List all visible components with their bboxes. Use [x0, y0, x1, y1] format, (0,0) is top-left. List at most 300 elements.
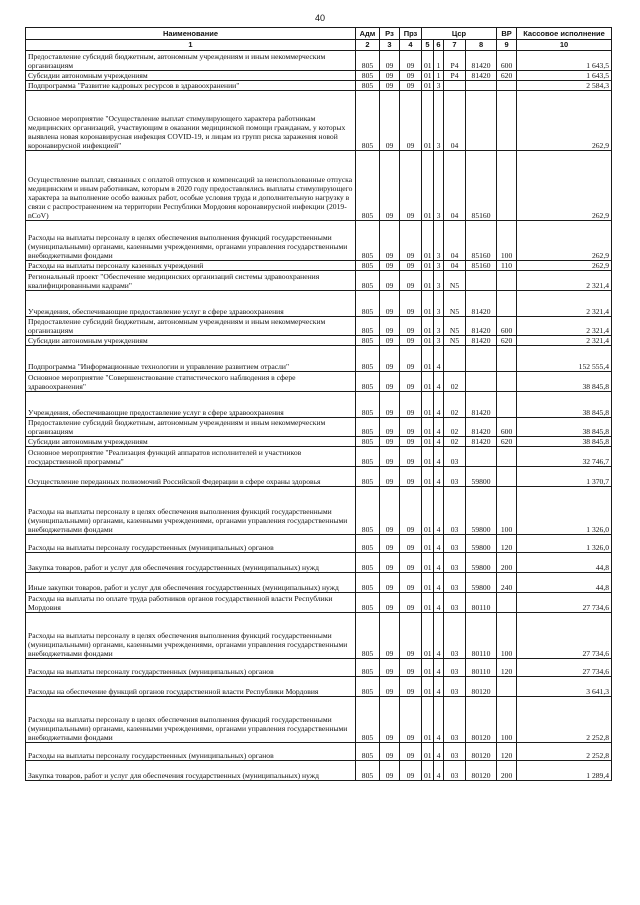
column-number: 10	[517, 40, 612, 51]
row-amount: 2 321,4	[517, 291, 612, 317]
row-csr-event: 03	[444, 593, 466, 613]
row-csr-event: 04	[444, 91, 466, 151]
row-csr-event: N5	[444, 317, 466, 336]
row-csr-direction: 59800	[466, 553, 497, 573]
row-csr-subprogram: 4	[434, 418, 444, 437]
row-csr-program: 01	[422, 71, 434, 81]
row-adm: 805	[356, 487, 380, 535]
row-rz: 09	[380, 418, 400, 437]
row-csr-direction: 80120	[466, 743, 497, 761]
row-adm: 805	[356, 697, 380, 743]
row-adm: 805	[356, 392, 380, 418]
table-row	[26, 291, 612, 317]
row-vr: 120	[497, 743, 517, 761]
row-amount: 2 252,8	[517, 697, 612, 743]
row-csr-direction	[466, 81, 497, 91]
row-vr	[497, 151, 517, 221]
row-prz: 09	[400, 91, 422, 151]
row-adm: 805	[356, 271, 380, 291]
row-vr: 110	[497, 261, 517, 271]
row-vr	[497, 392, 517, 418]
row-prz: 09	[400, 418, 422, 437]
table-row	[26, 437, 612, 447]
row-csr-direction	[466, 447, 497, 467]
row-name: Расходы на выплаты персоналу государственных (муниципальных) органов	[26, 535, 356, 553]
row-prz: 09	[400, 261, 422, 271]
row-vr	[497, 447, 517, 467]
row-prz: 09	[400, 51, 422, 71]
row-csr-subprogram: 1	[434, 51, 444, 71]
row-name: Расходы на выплаты персоналу в целях обеспечения выполнения функций государственными (муниципальными) органами, казенными учреждениями, органами управления государственными внебюджетными фондами	[26, 487, 356, 535]
table-row	[26, 51, 612, 71]
row-prz: 09	[400, 743, 422, 761]
table-row	[26, 573, 612, 593]
row-csr-direction: 81420	[466, 418, 497, 437]
row-rz: 09	[380, 346, 400, 372]
row-csr-direction: 80120	[466, 697, 497, 743]
row-rz: 09	[380, 81, 400, 91]
column-number: 2	[356, 40, 380, 51]
row-prz: 09	[400, 437, 422, 447]
row-vr	[497, 346, 517, 372]
row-prz: 09	[400, 677, 422, 697]
row-name: Подпрограмма "Информационные технологии и управление развитием отрасли"	[26, 346, 356, 372]
row-name: Закупка товаров, работ и услуг для обеспечения государственных (муниципальных) нужд	[26, 553, 356, 573]
row-prz: 09	[400, 317, 422, 336]
table-row	[26, 697, 612, 743]
row-vr	[497, 271, 517, 291]
column-number: 5	[422, 40, 434, 51]
header-name: Наименование	[26, 28, 356, 40]
row-csr-program: 01	[422, 697, 434, 743]
row-csr-event: 04	[444, 221, 466, 261]
row-name: Осуществление выплат, связанных с оплатой отпусков и компенсаций за неиспользованные отпуска медицинским и иным работникам, которым в 2020 году предоставлялись выплаты стимулирующего характера за выполнение особо важных работ, особые условия труда и дополнительную нагрузку в связи с распространением на территории Республики Мордовия коронавирусной инфекции (2019-nCoV)	[26, 151, 356, 221]
row-rz: 09	[380, 535, 400, 553]
table-row	[26, 467, 612, 487]
row-vr	[497, 372, 517, 392]
table-row	[26, 317, 612, 336]
row-adm: 805	[356, 418, 380, 437]
row-prz: 09	[400, 271, 422, 291]
row-csr-direction	[466, 91, 497, 151]
row-name: Предоставление субсидий бюджетным, автономным учреждениям и иным некоммерческим организациям	[26, 51, 356, 71]
row-amount: 27 734,6	[517, 593, 612, 613]
row-vr: 100	[497, 697, 517, 743]
row-name: Региональный проект "Обеспечение медицинских организаций системы здравоохранения квалифицированными кадрами"	[26, 271, 356, 291]
row-prz: 09	[400, 487, 422, 535]
row-csr-direction: 85160	[466, 151, 497, 221]
row-adm: 805	[356, 677, 380, 697]
row-rz: 09	[380, 151, 400, 221]
header-rz: Рз	[380, 28, 400, 40]
row-amount: 1 370,7	[517, 467, 612, 487]
row-csr-program: 01	[422, 346, 434, 372]
row-name: Подпрограмма "Развитие кадровых ресурсов в здравоохранении"	[26, 81, 356, 91]
row-rz: 09	[380, 593, 400, 613]
row-amount: 1 289,4	[517, 761, 612, 781]
row-name: Расходы на выплаты персоналу государственных (муниципальных) органов	[26, 659, 356, 677]
row-csr-program: 01	[422, 487, 434, 535]
row-vr: 620	[497, 336, 517, 346]
row-csr-direction: 81420	[466, 71, 497, 81]
row-adm: 805	[356, 743, 380, 761]
table-row	[26, 372, 612, 392]
row-adm: 805	[356, 346, 380, 372]
row-csr-program: 01	[422, 372, 434, 392]
row-csr-program: 01	[422, 535, 434, 553]
table-row	[26, 81, 612, 91]
row-csr-direction	[466, 372, 497, 392]
row-csr-program: 01	[422, 613, 434, 659]
row-prz: 09	[400, 372, 422, 392]
row-name: Субсидии автономным учреждениям	[26, 71, 356, 81]
row-csr-program: 01	[422, 573, 434, 593]
row-prz: 09	[400, 151, 422, 221]
row-csr-subprogram: 4	[434, 535, 444, 553]
row-name: Субсидии автономным учреждениям	[26, 336, 356, 346]
row-csr-subprogram: 4	[434, 447, 444, 467]
row-prz: 09	[400, 346, 422, 372]
table-row	[26, 613, 612, 659]
row-csr-program: 01	[422, 437, 434, 447]
row-vr	[497, 91, 517, 151]
row-rz: 09	[380, 336, 400, 346]
row-amount: 2 584,3	[517, 81, 612, 91]
column-number-row	[26, 40, 612, 51]
row-csr-subprogram: 4	[434, 392, 444, 418]
row-csr-subprogram: 4	[434, 743, 444, 761]
row-csr-program: 01	[422, 291, 434, 317]
row-prz: 09	[400, 336, 422, 346]
column-number: 4	[400, 40, 422, 51]
row-csr-program: 01	[422, 336, 434, 346]
row-csr-event: 03	[444, 573, 466, 593]
row-csr-event: Р4	[444, 71, 466, 81]
row-amount: 262,9	[517, 261, 612, 271]
row-adm: 805	[356, 573, 380, 593]
row-adm: 805	[356, 151, 380, 221]
row-csr-subprogram: 3	[434, 221, 444, 261]
row-amount: 1 643,5	[517, 71, 612, 81]
row-amount: 3 641,3	[517, 677, 612, 697]
row-prz: 09	[400, 221, 422, 261]
row-adm: 805	[356, 467, 380, 487]
row-csr-subprogram: 4	[434, 372, 444, 392]
row-csr-subprogram: 4	[434, 437, 444, 447]
row-amount: 38 845,8	[517, 418, 612, 437]
table-row	[26, 553, 612, 573]
row-adm: 805	[356, 613, 380, 659]
row-csr-direction: 80120	[466, 677, 497, 697]
row-csr-direction: 59800	[466, 467, 497, 487]
row-name: Предоставление субсидий бюджетным, автономным учреждениям и иным некоммерческим организациям	[26, 418, 356, 437]
header-amount: Кассовое исполнение	[517, 28, 612, 40]
row-csr-event: 03	[444, 677, 466, 697]
row-prz: 09	[400, 573, 422, 593]
row-rz: 09	[380, 71, 400, 81]
row-adm: 805	[356, 553, 380, 573]
row-csr-event: 03	[444, 697, 466, 743]
table-row	[26, 392, 612, 418]
row-csr-direction: 81420	[466, 336, 497, 346]
row-csr-event: N5	[444, 291, 466, 317]
row-csr-subprogram: 3	[434, 151, 444, 221]
table-row	[26, 418, 612, 437]
row-csr-program: 01	[422, 51, 434, 71]
header-row	[26, 28, 612, 40]
row-vr: 240	[497, 573, 517, 593]
row-csr-direction: 80110	[466, 593, 497, 613]
row-adm: 805	[356, 91, 380, 151]
row-csr-program: 01	[422, 593, 434, 613]
row-csr-direction: 80120	[466, 761, 497, 781]
row-csr-event: N5	[444, 336, 466, 346]
row-prz: 09	[400, 81, 422, 91]
row-csr-subprogram: 4	[434, 761, 444, 781]
row-csr-subprogram: 4	[434, 346, 444, 372]
row-vr: 620	[497, 71, 517, 81]
row-csr-subprogram: 3	[434, 291, 444, 317]
row-name: Субсидии автономным учреждениям	[26, 437, 356, 447]
row-prz: 09	[400, 392, 422, 418]
row-name: Основное мероприятие "Реализация функций аппаратов исполнителей и участников государственной программы"	[26, 447, 356, 467]
row-csr-event: 02	[444, 418, 466, 437]
row-csr-event	[444, 81, 466, 91]
row-name: Расходы на обеспечение функций органов государственной власти Республики Мордовия	[26, 677, 356, 697]
row-csr-subprogram: 3	[434, 261, 444, 271]
row-prz: 09	[400, 467, 422, 487]
row-rz: 09	[380, 573, 400, 593]
row-amount: 27 734,6	[517, 659, 612, 677]
row-vr: 200	[497, 553, 517, 573]
row-amount: 152 555,4	[517, 346, 612, 372]
row-csr-event: 03	[444, 553, 466, 573]
row-adm: 805	[356, 81, 380, 91]
row-csr-event: 04	[444, 151, 466, 221]
column-number: 6	[434, 40, 444, 51]
row-csr-program: 01	[422, 91, 434, 151]
header-adm: Адм	[356, 28, 380, 40]
table-row	[26, 151, 612, 221]
row-amount: 27 734,6	[517, 613, 612, 659]
row-csr-event: 02	[444, 372, 466, 392]
row-rz: 09	[380, 467, 400, 487]
row-csr-event: 03	[444, 743, 466, 761]
row-rz: 09	[380, 761, 400, 781]
row-rz: 09	[380, 221, 400, 261]
row-rz: 09	[380, 613, 400, 659]
row-csr-subprogram: 3	[434, 81, 444, 91]
row-amount: 262,9	[517, 221, 612, 261]
table-row	[26, 593, 612, 613]
row-csr-subprogram: 4	[434, 677, 444, 697]
row-prz: 09	[400, 291, 422, 317]
row-csr-event: 03	[444, 467, 466, 487]
row-rz: 09	[380, 677, 400, 697]
header-vr: ВР	[497, 28, 517, 40]
row-adm: 805	[356, 261, 380, 271]
row-rz: 09	[380, 261, 400, 271]
row-csr-event: 04	[444, 261, 466, 271]
row-adm: 805	[356, 51, 380, 71]
table-row	[26, 271, 612, 291]
row-name: Расходы на выплаты персоналу в целях обеспечения выполнения функций государственными (муниципальными) органами, казенными учреждениями, органами управления государственными внебюджетными фондами	[26, 697, 356, 743]
row-rz: 09	[380, 91, 400, 151]
row-adm: 805	[356, 372, 380, 392]
row-csr-subprogram: 4	[434, 553, 444, 573]
row-csr-subprogram: 3	[434, 271, 444, 291]
row-name: Основное мероприятие "Осуществление выплат стимулирующего характера работникам медицинских организаций, участвующим в оказании медицинской помощи гражданам, у которых выявлена новая коронавирусная инфекция COVID-19, и лицам из групп риска заражения новой коронавирусной инфекцией"	[26, 91, 356, 151]
row-csr-event: 02	[444, 392, 466, 418]
row-csr-direction	[466, 346, 497, 372]
row-vr: 600	[497, 418, 517, 437]
row-amount: 1 326,0	[517, 535, 612, 553]
row-csr-direction: 81420	[466, 437, 497, 447]
row-prz: 09	[400, 659, 422, 677]
row-rz: 09	[380, 487, 400, 535]
table-row	[26, 91, 612, 151]
row-name: Учреждения, обеспечивающие предоставление услуг в сфере здравоохранения	[26, 392, 356, 418]
row-vr: 200	[497, 761, 517, 781]
row-amount: 44,8	[517, 573, 612, 593]
row-csr-subprogram: 4	[434, 487, 444, 535]
budget-table	[25, 27, 612, 781]
row-csr-event	[444, 346, 466, 372]
row-amount: 1 326,0	[517, 487, 612, 535]
row-vr	[497, 81, 517, 91]
row-csr-subprogram: 4	[434, 613, 444, 659]
row-csr-program: 01	[422, 261, 434, 271]
row-adm: 805	[356, 437, 380, 447]
row-csr-program: 01	[422, 659, 434, 677]
row-amount: 2 321,4	[517, 336, 612, 346]
row-vr: 600	[497, 51, 517, 71]
row-csr-event: 03	[444, 447, 466, 467]
row-vr: 620	[497, 437, 517, 447]
row-amount: 262,9	[517, 91, 612, 151]
row-amount: 38 845,8	[517, 437, 612, 447]
row-csr-program: 01	[422, 81, 434, 91]
row-prz: 09	[400, 447, 422, 467]
row-csr-subprogram: 3	[434, 91, 444, 151]
row-name: Осуществление переданных полномочий Российской Федерации в сфере охраны здоровья	[26, 467, 356, 487]
row-csr-direction: 85160	[466, 221, 497, 261]
table-row	[26, 487, 612, 535]
row-vr: 100	[497, 487, 517, 535]
row-adm: 805	[356, 593, 380, 613]
row-name: Предоставление субсидий бюджетным, автономным учреждениям и иным некоммерческим организациям	[26, 317, 356, 336]
row-prz: 09	[400, 761, 422, 781]
row-rz: 09	[380, 291, 400, 317]
row-vr	[497, 291, 517, 317]
row-csr-program: 01	[422, 418, 434, 437]
row-csr-direction: 81420	[466, 291, 497, 317]
row-csr-program: 01	[422, 317, 434, 336]
row-adm: 805	[356, 336, 380, 346]
table-row	[26, 221, 612, 261]
row-name: Основное мероприятие "Совершенствование статистического наблюдения в сфере здравоохранения"	[26, 372, 356, 392]
row-name: Расходы на выплаты персоналу казенных учреждений	[26, 261, 356, 271]
row-csr-direction: 81420	[466, 51, 497, 71]
row-rz: 09	[380, 447, 400, 467]
row-amount: 44,8	[517, 553, 612, 573]
row-csr-subprogram: 1	[434, 71, 444, 81]
row-vr: 600	[497, 317, 517, 336]
row-rz: 09	[380, 743, 400, 761]
table-row	[26, 336, 612, 346]
column-number: 9	[497, 40, 517, 51]
row-vr	[497, 593, 517, 613]
row-name: Расходы на выплаты персоналу в целях обеспечения выполнения функций государственными (муниципальными) органами, казенными учреждениями, органами управления государственными внебюджетными фондами	[26, 613, 356, 659]
row-name: Учреждения, обеспечивающие предоставление услуг в сфере здравоохранения	[26, 291, 356, 317]
table-row	[26, 659, 612, 677]
row-rz: 09	[380, 437, 400, 447]
row-vr	[497, 467, 517, 487]
row-csr-program: 01	[422, 677, 434, 697]
table-row	[26, 677, 612, 697]
row-amount: 2 252,8	[517, 743, 612, 761]
header-csr: Цср	[422, 28, 497, 40]
row-csr-subprogram: 3	[434, 336, 444, 346]
table-row	[26, 261, 612, 271]
row-rz: 09	[380, 659, 400, 677]
row-rz: 09	[380, 392, 400, 418]
row-adm: 805	[356, 535, 380, 553]
row-rz: 09	[380, 553, 400, 573]
row-csr-program: 01	[422, 151, 434, 221]
row-adm: 805	[356, 317, 380, 336]
row-csr-program: 01	[422, 221, 434, 261]
row-csr-direction: 81420	[466, 392, 497, 418]
row-name: Расходы на выплаты по оплате труда работников органов государственной власти Республики Мордовия	[26, 593, 356, 613]
column-number: 8	[466, 40, 497, 51]
row-amount: 38 845,8	[517, 392, 612, 418]
column-number: 1	[26, 40, 356, 51]
row-csr-event: 03	[444, 761, 466, 781]
row-csr-subprogram: 3	[434, 317, 444, 336]
row-csr-event: 03	[444, 613, 466, 659]
row-csr-subprogram: 4	[434, 467, 444, 487]
row-name: Иные закупки товаров, работ и услуг для обеспечения государственных (муниципальных) нужд	[26, 573, 356, 593]
row-csr-subprogram: 4	[434, 659, 444, 677]
row-rz: 09	[380, 317, 400, 336]
row-prz: 09	[400, 71, 422, 81]
row-rz: 09	[380, 372, 400, 392]
row-prz: 09	[400, 535, 422, 553]
row-csr-subprogram: 4	[434, 593, 444, 613]
row-csr-direction: 59800	[466, 535, 497, 553]
row-csr-direction: 59800	[466, 487, 497, 535]
row-csr-program: 01	[422, 743, 434, 761]
table-row	[26, 346, 612, 372]
table-row	[26, 535, 612, 553]
row-csr-program: 01	[422, 392, 434, 418]
row-adm: 805	[356, 761, 380, 781]
row-vr: 120	[497, 659, 517, 677]
row-name: Расходы на выплаты персоналу государственных (муниципальных) органов	[26, 743, 356, 761]
table-row	[26, 71, 612, 81]
row-prz: 09	[400, 697, 422, 743]
row-csr-event: 02	[444, 437, 466, 447]
row-amount: 2 321,4	[517, 271, 612, 291]
page-number: 40	[314, 13, 325, 23]
row-csr-event: 03	[444, 487, 466, 535]
row-csr-direction: 59800	[466, 573, 497, 593]
row-csr-subprogram: 4	[434, 697, 444, 743]
row-amount: 32 746,7	[517, 447, 612, 467]
row-rz: 09	[380, 697, 400, 743]
row-csr-direction: 85160	[466, 261, 497, 271]
